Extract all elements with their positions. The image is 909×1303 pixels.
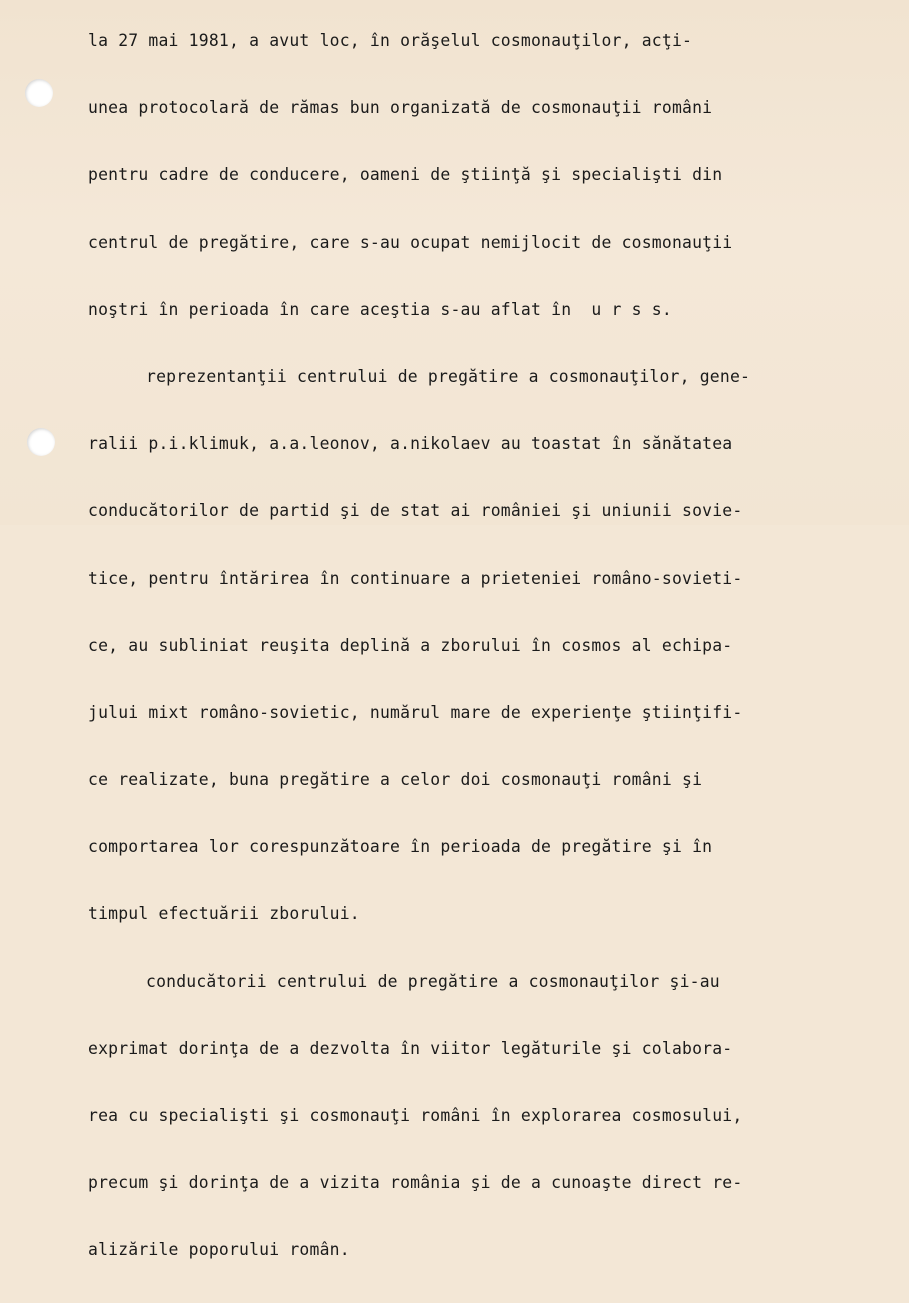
text-line: ralii p.i.klimuk, a.a.leonov, a.nikolaev au toastat în sănătatea <box>88 434 733 454</box>
text-line: exprimat dorinţa de a dezvolta în viitor legăturile şi colabora- <box>88 1038 733 1058</box>
text-line: la 27 mai 1981, a avut loc, în orăşelul cosmonauţilor, acţi- <box>88 31 693 50</box>
text-line: timpul efectuării zborului. <box>88 904 360 924</box>
text-line: ce, au subliniat reuşita deplină a zborului în cosmos al echipa- <box>88 635 733 655</box>
text-line: centrul de pregătire, care s-au ocupat nemijlocit de cosmonauţii <box>88 232 733 252</box>
text-line: jului mixt româno-sovietic, numărul mare de experienţe ştiinţifi- <box>88 702 743 722</box>
text-line: pentru cadre de conducere, oameni de ştiinţă şi specialişti din <box>88 165 723 185</box>
text-line: precum şi dorinţa de a vizita românia şi de a cunoaşte direct re- <box>88 1173 743 1193</box>
paragraph-start-line: reprezentanţii centrului de pregătire a cosmonauţilor, gene- <box>146 366 751 386</box>
text-line: unea protocolară de rămas bun organizată de cosmonauţii români <box>88 98 713 118</box>
text-line: rea cu specialişti şi cosmonauţi români în explorarea cosmosului, <box>88 1106 743 1125</box>
text-line: conducătorilor de partid şi de stat ai româniei şi uniunii sovie- <box>88 501 743 521</box>
text-line: tice, pentru întărirea în continuare a prieteniei româno-sovieti- <box>88 568 743 588</box>
document-body <box>88 0 908 1303</box>
text-line: alizările poporului român. <box>88 1240 350 1260</box>
text-line: ce realizate, buna pregătire a celor doi cosmonauţi români şi <box>88 770 703 790</box>
punch-hole-top <box>25 79 53 107</box>
punch-hole-bottom <box>27 428 55 456</box>
text-line: comportarea lor corespunzătoare în perioada de pregătire şi în <box>88 837 713 857</box>
text-line: noştri în perioada în care aceştia s-au aflat în u r s s. <box>88 299 672 319</box>
paragraph-start-line: conducătorii centrului de pregătire a cosmonauţilor şi-au <box>146 971 720 991</box>
